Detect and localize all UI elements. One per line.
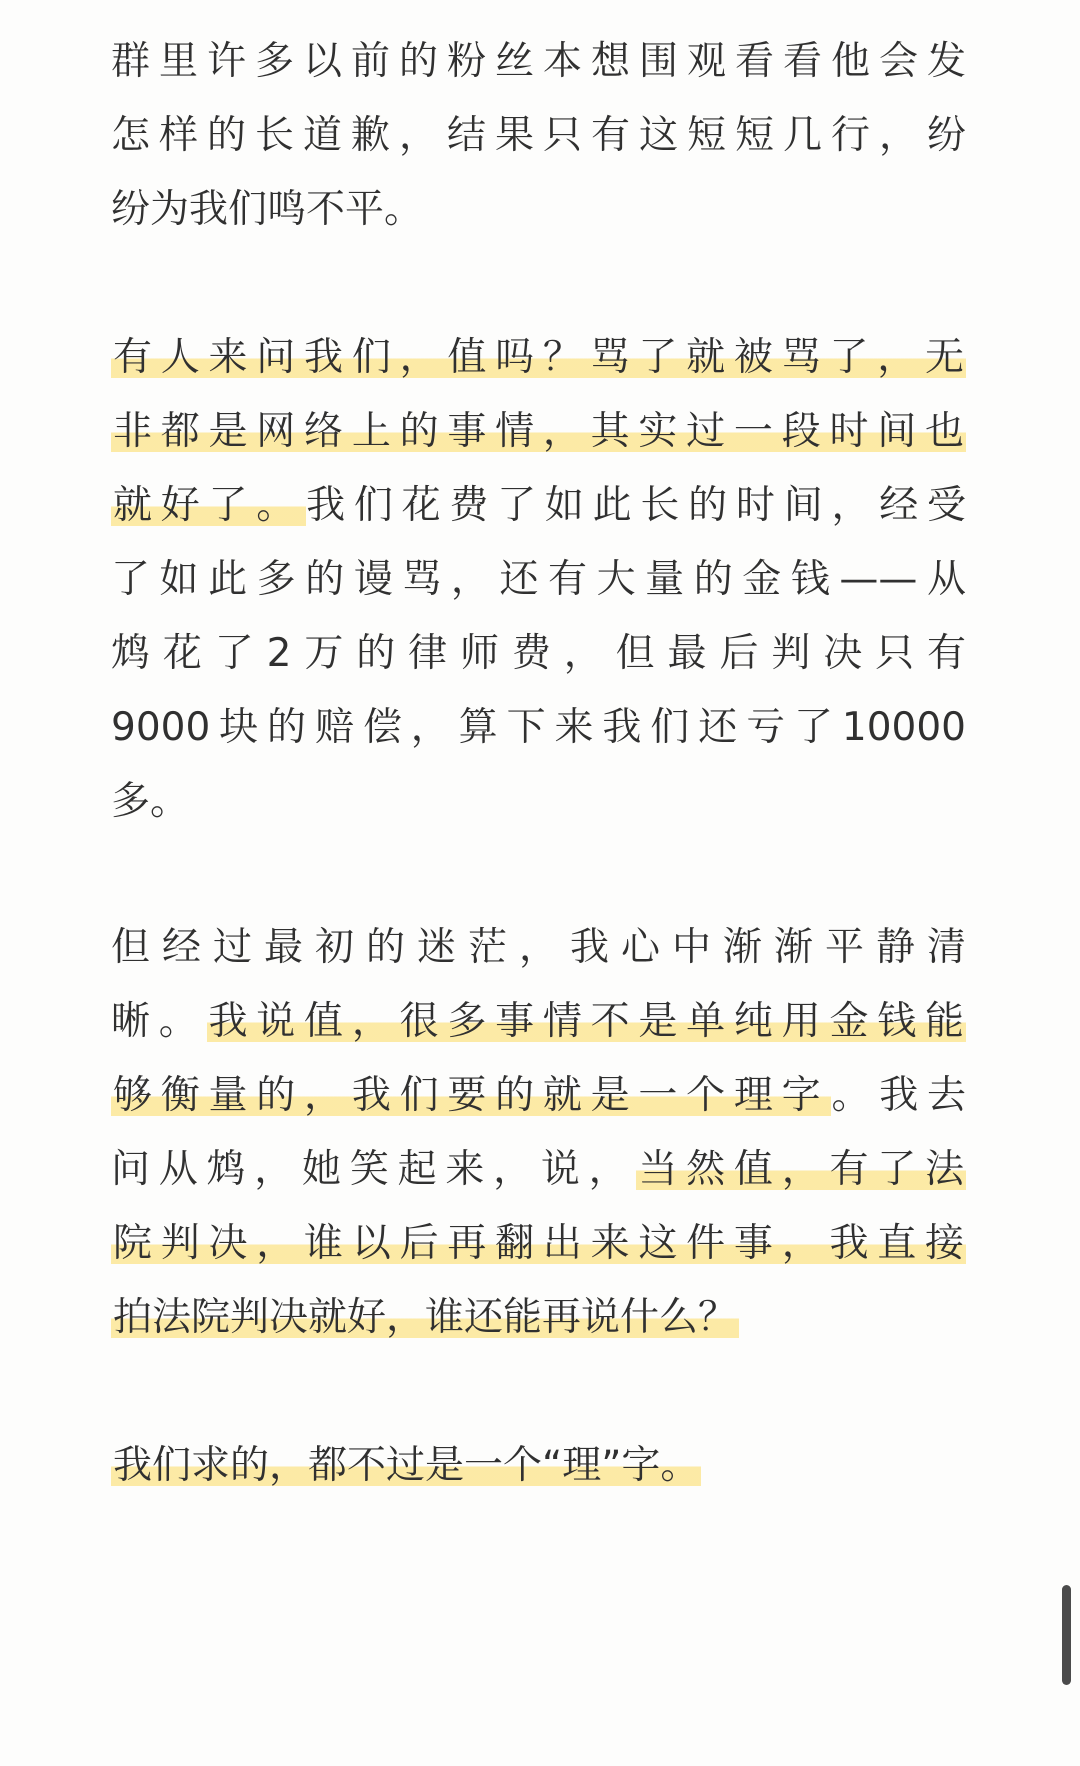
highlighted-text: 我们求的，都不过是一个“理”字。 bbox=[113, 1443, 700, 1488]
paragraph-3-line-5 bbox=[111, 1202, 966, 1285]
paragraph-2-line-4: 了如此多的谩骂，还有大量的金钱——从 bbox=[111, 557, 966, 602]
paragraph-2-line-5: 鸩花了2万的律师费，但最后判决只有 bbox=[111, 631, 966, 676]
highlighted-text: 有人来问我们，值吗？骂了就被骂了，无 bbox=[113, 335, 964, 380]
paragraph-3-line-2: 晰。我说值，很多事情不是单纯用金钱能 bbox=[111, 999, 964, 1044]
paragraph-2-line-6: 9000块的赔偿，算下来我们还亏了10000 bbox=[111, 705, 966, 750]
paragraph-2-line-3: 就好了。我们花费了如此长的时间，经受 bbox=[113, 483, 966, 528]
highlighted-text: 我说值，很多事情不是单纯用金钱能 bbox=[208, 999, 964, 1044]
highlighted-text: 院判决，谁以后再翻出来这件事，我直接 bbox=[113, 1221, 964, 1266]
paragraph-2-line-1 bbox=[111, 316, 966, 399]
vertical-scrollbar[interactable] bbox=[1062, 1585, 1071, 1685]
paragraph-1-line-3: 纷为我们鸣不平。 bbox=[111, 187, 424, 232]
paragraph-3-line-3: 够衡量的，我们要的就是一个理字。我去 bbox=[113, 1073, 966, 1118]
highlighted-text: 拍法院判决就好，谁还能再说什么？ bbox=[113, 1295, 738, 1340]
page-bottom-margin bbox=[0, 1700, 1080, 1766]
paragraph-1-line-2: 怎样的长道歉，结果只有这短短几行，纷 bbox=[111, 113, 966, 158]
paragraph-2-line-7: 多。 bbox=[111, 779, 190, 824]
paragraph-2-line-2 bbox=[111, 390, 966, 473]
highlighted-text: 就好了。 bbox=[113, 483, 305, 528]
highlighted-text: 够衡量的，我们要的就是一个理字 bbox=[113, 1073, 830, 1118]
highlighted-text: 当然值，有了法 bbox=[638, 1147, 964, 1192]
paragraph-3-line-1: 但经过最初的迷茫，我心中渐渐平静清 bbox=[111, 925, 966, 970]
highlighted-text: 非都是网络上的事情，其实过一段时间也 bbox=[113, 409, 964, 454]
paragraph-3-line-4: 问从鸩，她笑起来，说，当然值，有了法 bbox=[111, 1147, 964, 1192]
paragraph-1-line-1: 群里许多以前的粉丝本想围观看看他会发 bbox=[111, 39, 966, 84]
paragraph-3-line-6 bbox=[111, 1276, 966, 1359]
paragraph-4-line-1 bbox=[111, 1424, 966, 1507]
